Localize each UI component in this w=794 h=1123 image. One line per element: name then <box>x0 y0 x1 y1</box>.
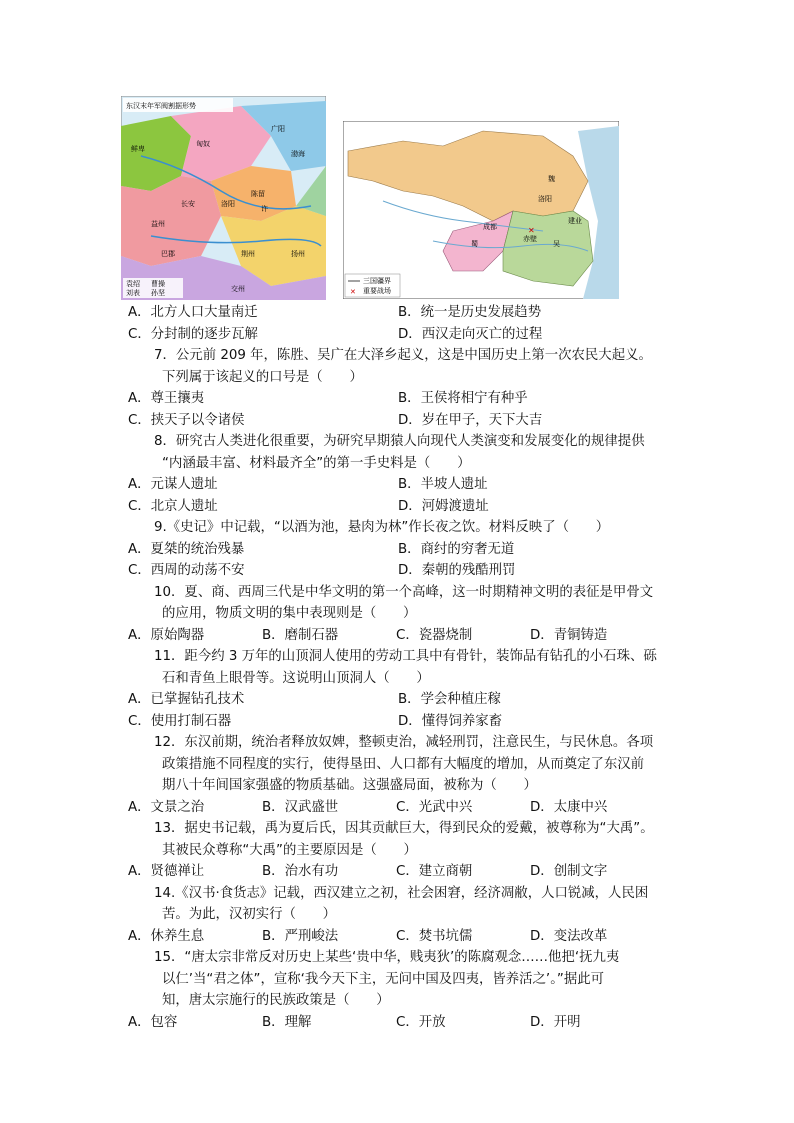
map2-legend-item: 重要战场 <box>363 287 391 295</box>
option[interactable]: A．贤德禅让 <box>128 864 205 879</box>
question-stem: 8．研究古人类进化很重要，为研究早期猿人向现代人类演变和发展变化的规律提供 <box>154 434 645 449</box>
option[interactable]: B．半坡人遗址 <box>398 477 488 492</box>
options-row <box>128 625 668 647</box>
option[interactable]: A．北方人口大量南迁 <box>128 305 258 320</box>
question-stem: 的应用，物质文明的集中表现则是（ ） <box>162 606 417 621</box>
options-row <box>128 410 668 432</box>
map1-label: 巴郡 <box>161 250 175 258</box>
question-stem: 期八十年间国家强盛的物质基础。这强盛局面，被称为（ ） <box>162 778 537 793</box>
map1-label: 扬州 <box>291 250 305 258</box>
question-stem: 政策措施不同程度的实行，使得垦田、人口都有大幅度的增加，从而奠定了东汉前 <box>162 756 645 772</box>
option[interactable]: C．焚书坑儒 <box>396 928 473 944</box>
option[interactable]: D．创制文字 <box>530 864 608 879</box>
options-row <box>128 560 668 582</box>
option[interactable]: B．商纣的穷奢无道 <box>398 541 515 557</box>
question-content <box>128 302 668 1033</box>
option[interactable]: B．汉武盛世 <box>262 799 339 815</box>
map1-legend-item: 袁绍 <box>126 280 140 288</box>
q6-options-row <box>128 302 668 324</box>
option[interactable]: A．已掌握钻孔技术 <box>128 692 245 707</box>
option[interactable]: D．西汉走向灭亡的过程 <box>398 326 543 342</box>
option[interactable]: B．理解 <box>262 1014 312 1030</box>
option[interactable]: C．光武中兴 <box>396 799 473 815</box>
map1-label: 许 <box>261 205 268 213</box>
option[interactable]: B．学会种植庄稼 <box>398 692 501 707</box>
option[interactable]: D．河姆渡遗址 <box>398 498 489 514</box>
maps-area <box>121 96 641 304</box>
option[interactable]: C．建立商朝 <box>396 864 473 879</box>
question-stem: 苦。为此，汉初实行（ ） <box>162 907 337 922</box>
map1-label: 荆州 <box>241 250 255 258</box>
option[interactable]: A．休养生息 <box>128 928 205 944</box>
map1-legend-item: 曹操 <box>151 280 165 288</box>
option[interactable]: D．岁在甲子，天下大吉 <box>398 412 543 428</box>
question-stem: 15．“唐太宗非常反对历史上某些‘贵中华，贱夷狄’的陈腐观念……他把‘抚九夷 <box>154 950 620 965</box>
question-stem: 下列属于该起义的口号是（ ） <box>162 369 363 385</box>
map1-label: 匈奴 <box>196 140 210 148</box>
option[interactable]: A．尊王攘夷 <box>128 391 205 406</box>
options-row <box>128 797 668 819</box>
three-kingdoms-map <box>343 121 619 299</box>
question-stem: 知，唐太宗施行的民族政策是（ ） <box>162 993 390 1008</box>
options-row <box>128 711 668 733</box>
option[interactable]: A．原始陶器 <box>128 627 205 643</box>
map2-label: 魏 <box>548 175 555 183</box>
question-stem: 7．公元前 209 年，陈胜、吴广在大泽乡起义，这是中国历史上第一次农民大起义。 <box>154 348 652 363</box>
options-row <box>128 539 668 561</box>
question-stem: 9.《史记》中记载，“以酒为池，悬肉为林”作长夜之饮。材料反映了（ ） <box>154 520 610 535</box>
map2-legend-item: 三国疆界 <box>363 277 391 285</box>
options-row <box>128 926 668 948</box>
options-row <box>128 388 668 410</box>
map2-label: 吴 <box>553 240 560 248</box>
map2-label: 成都 <box>483 223 497 231</box>
option[interactable]: C．西周的动荡不安 <box>128 563 245 578</box>
battle-legend-icon: ✕ <box>350 288 356 296</box>
option[interactable]: C．挟天子以令诸侯 <box>128 412 245 428</box>
option[interactable]: D．变法改革 <box>530 928 608 944</box>
option[interactable]: D．太康中兴 <box>530 799 608 815</box>
option[interactable]: B．治水有功 <box>262 864 339 879</box>
question-stem: 10．夏、商、西周三代是中华文明的第一个高峰，这一时期精神文明的表征是甲骨文 <box>154 584 654 600</box>
map1-label: 交州 <box>231 285 245 293</box>
option[interactable]: C．北京人遗址 <box>128 498 218 514</box>
option[interactable]: B．统一是历史发展趋势 <box>398 305 542 320</box>
map1-label: 鲜卑 <box>131 145 145 153</box>
option[interactable]: B．磨制石器 <box>262 627 339 643</box>
option[interactable]: A．包容 <box>128 1014 178 1030</box>
option[interactable]: C．分封制的逐步瓦解 <box>128 326 258 342</box>
map1-label: 长安 <box>181 200 195 208</box>
map1-title: 东汉末年军阀割据形势 <box>126 102 196 110</box>
battle-marker-icon: ✕ <box>528 226 535 235</box>
question-stem: 石和青鱼上眼骨等。这说明山顶洞人（ ） <box>162 670 430 686</box>
option[interactable]: C．瓷器烧制 <box>396 627 473 643</box>
option[interactable]: C．开放 <box>396 1014 446 1030</box>
map1-label: 广阳 <box>271 125 285 133</box>
map2-label: 建业 <box>568 217 582 225</box>
option[interactable]: B．王侯将相宁有种乎 <box>398 391 528 406</box>
options-row <box>128 474 668 496</box>
question-stem: 以仁’当“君之体”，宣称‘我今天下主，无问中国及四夷，皆养活之’。”据此可 <box>162 971 604 987</box>
q6-options-row <box>128 324 668 346</box>
question-stem: 14.《汉书·食货志》记载，西汉建立之初，社会困窘，经济凋敝，人口锐减，人民困 <box>154 885 649 901</box>
option[interactable]: B．严刑峻法 <box>262 928 339 944</box>
question-stem: 11．距今约 3 万年的山顶洞人使用的劳动工具中有骨针，装饰品有钻孔的小石珠、砾 <box>154 649 657 664</box>
map2-label: 蜀 <box>471 240 478 248</box>
option[interactable]: D．懂得饲养家畜 <box>398 713 503 729</box>
question-stem: 12．东汉前期，统治者释放奴婢，整顿吏治，减轻刑罚，注意民生，与民休息。各项 <box>154 735 654 750</box>
options-row <box>128 689 668 711</box>
question-stem: 其被民众尊称“大禹”的主要原因是（ ） <box>162 842 417 858</box>
options-row <box>128 861 668 883</box>
warlords-map <box>121 96 326 300</box>
option[interactable]: A．元谋人遗址 <box>128 477 218 492</box>
options-row <box>128 1012 668 1034</box>
map1-legend-item: 刘表 <box>126 289 140 297</box>
option[interactable]: A．夏桀的统治残暴 <box>128 541 245 557</box>
question-stem: 13．据史书记载，禹为夏后氏，因其贡献巨大，得到民众的爱戴，被尊称为“大禹”。 <box>154 821 654 836</box>
option[interactable]: C．使用打制石器 <box>128 713 232 729</box>
map1-label: 陈留 <box>251 190 265 198</box>
map1-label: 益州 <box>151 220 165 228</box>
map1-label: 洛阳 <box>221 200 235 208</box>
option[interactable]: D．秦朝的残酷刑罚 <box>398 563 516 578</box>
map2-label: 赤壁 <box>523 235 537 243</box>
map2-label: 洛阳 <box>538 195 552 203</box>
question-stem: “内涵最丰富、材料最齐全”的第一手史料是（ ） <box>162 455 471 471</box>
option[interactable]: D．青铜铸造 <box>530 627 608 643</box>
map1-label: 渤海 <box>291 150 305 158</box>
option[interactable]: D．开明 <box>530 1014 581 1030</box>
options-row <box>128 496 668 518</box>
option[interactable]: A．文景之治 <box>128 799 205 815</box>
map1-legend-item: 孙坚 <box>151 289 165 297</box>
